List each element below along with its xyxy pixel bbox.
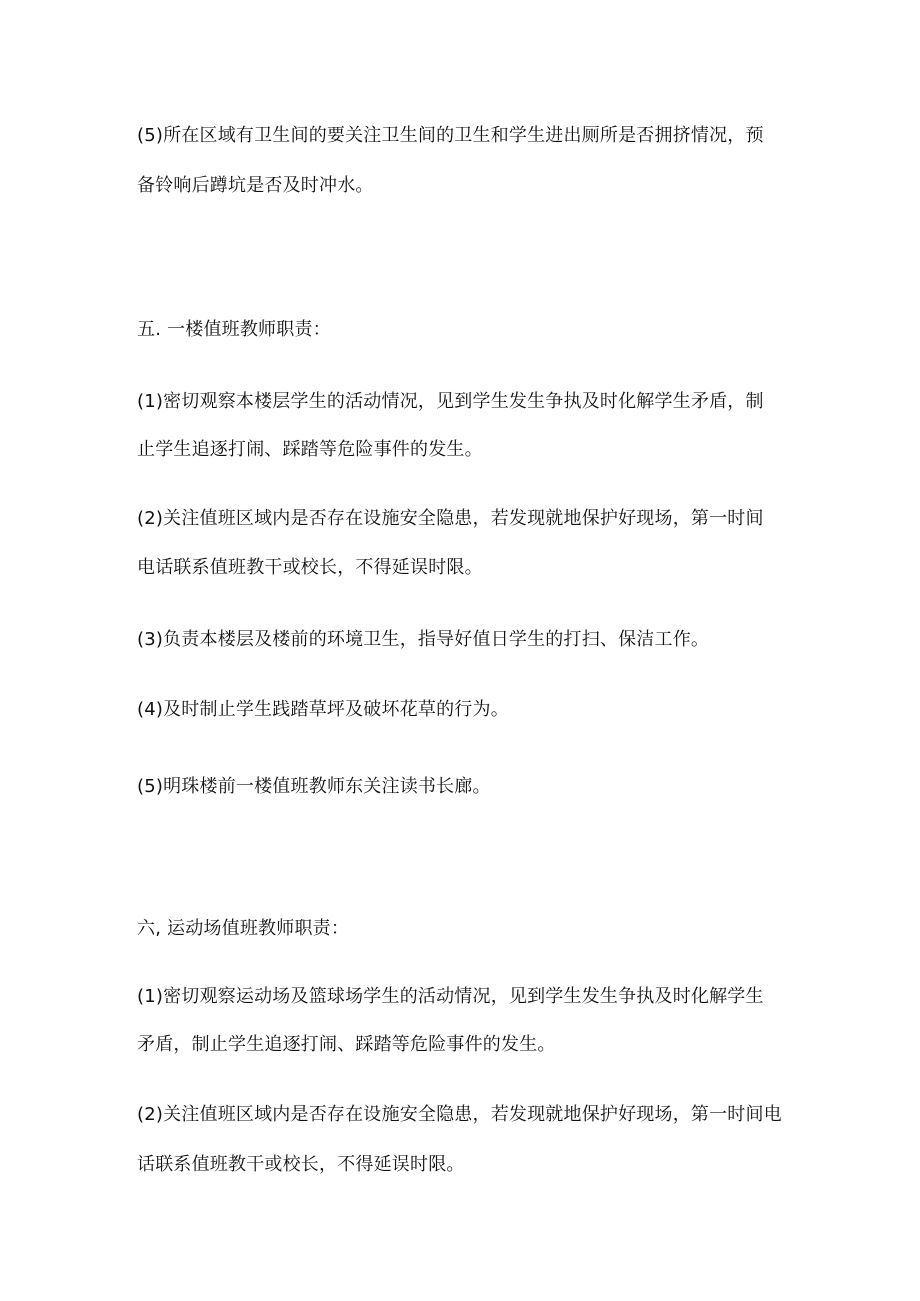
section-6-item-2-line-1: (2)关注值班区域内是否存在设施安全隐患，若发现就地保护好现场，第一时间电 (137, 1104, 782, 1125)
section-6-item-1-line-2: 矛盾，制止学生追逐打闹、踩踏等危险事件的发生。 (137, 1034, 556, 1055)
section-5-item-3: (3)负责本楼层及楼前的环境卫生，指导好值日学生的打扫、保洁工作。 (137, 629, 710, 650)
section-5-item-1-line-1: (1)密切观察本楼层学生的活动情况，见到学生发生争执及时化解学生矛盾，制 (137, 391, 764, 412)
item-5-line-2: 备铃响后蹲坑是否及时冲水。 (137, 175, 374, 196)
section-5-item-2-line-2: 电话联系值班教干或校长，不得延误时限。 (137, 557, 483, 578)
item-5-line-1: (5)所在区域有卫生间的要关注卫生间的卫生和学生进出厕所是否拥挤情况，预 (137, 125, 764, 146)
section-5-heading: 五. 一楼值班教师职责： (137, 319, 331, 340)
section-5-item-1-line-2: 止学生追逐打闹、踩踏等危险事件的发生。 (137, 439, 483, 460)
section-6-item-2-line-2: 话联系值班教干或校长，不得延误时限。 (137, 1154, 465, 1175)
section-5-item-4: (4)及时制止学生践踏草坪及破坏花草的行为。 (137, 699, 509, 720)
section-5-item-2-line-1: (2)关注值班区域内是否存在设施安全隐患，若发现就地保护好现场，第一时间 (137, 508, 764, 529)
section-5-item-5: (5)明珠楼前一楼值班教师东关注读书长廊。 (137, 776, 491, 797)
section-6-heading: 六, 运动场值班教师职责： (137, 918, 350, 939)
section-6-item-1-line-1: (1)密切观察运动场及篮球场学生的活动情况，见到学生发生争执及时化解学生 (137, 986, 764, 1007)
